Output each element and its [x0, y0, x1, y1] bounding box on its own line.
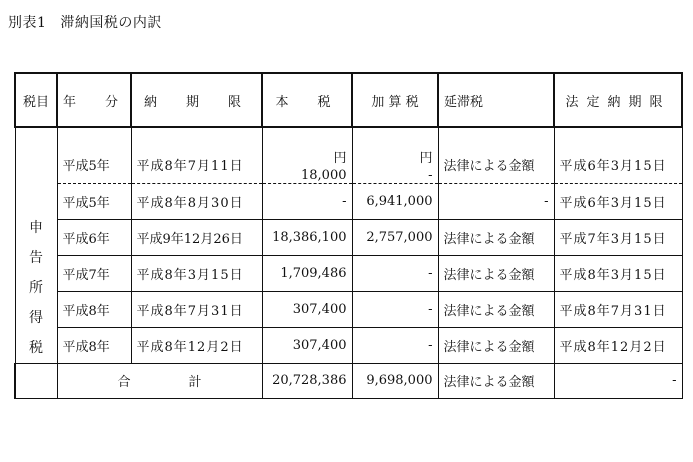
- cell-principal: 18,386,100: [262, 219, 352, 255]
- category-char: 所: [29, 279, 43, 296]
- cell-year: 平成5年: [57, 127, 131, 183]
- cell-delinquency: 法律による金額: [438, 291, 554, 327]
- document-title: [8, 12, 162, 32]
- header-delinquency-tax: 延滞税: [438, 73, 554, 127]
- cell-delinquency: -: [438, 183, 554, 219]
- cell-principal: 1,709,486: [262, 255, 352, 291]
- cell-delinquency: 法律による金額: [438, 327, 554, 363]
- table-row: [15, 327, 682, 363]
- cell-due-date: 平成8年7月11日: [131, 127, 262, 183]
- total-label-cell: [57, 363, 262, 398]
- total-label-b: 計: [188, 375, 202, 390]
- cell-principal: 307,400: [262, 327, 352, 363]
- category-char: 得: [29, 309, 43, 326]
- cell-additional: 6,941,000: [352, 183, 438, 219]
- cell-principal: [262, 127, 352, 183]
- cell-due-date: 平成9年12月26日: [131, 219, 262, 255]
- additional-value: -: [428, 167, 433, 183]
- header-additional-tax: 加 算 税: [352, 73, 438, 127]
- total-category-blank: [15, 363, 57, 398]
- table-caption: 滞納国税の内訳: [60, 15, 162, 31]
- header-year: 年 分: [57, 73, 131, 127]
- cell-delinquency: 法律による金額: [438, 127, 554, 183]
- cell-year: 平成8年: [57, 291, 131, 327]
- cell-year: 平成7年: [57, 255, 131, 291]
- unit-label: 円: [419, 150, 433, 166]
- total-label-a: 合: [117, 375, 131, 390]
- cell-delinquency: 法律による金額: [438, 219, 554, 255]
- header-row: [15, 73, 682, 127]
- total-principal: 20,728,386: [262, 363, 352, 398]
- table-row: [15, 219, 682, 255]
- table-row: [15, 291, 682, 327]
- header-category: 税目: [15, 73, 57, 127]
- cell-year: 平成6年: [57, 219, 131, 255]
- cell-principal: 307,400: [262, 291, 352, 327]
- cell-legal-due: 平成6年3月15日: [554, 127, 682, 183]
- cell-additional: -: [352, 255, 438, 291]
- category-cell: [15, 127, 57, 363]
- cell-due-date: 平成8年7月31日: [131, 291, 262, 327]
- cell-delinquency: 法律による金額: [438, 255, 554, 291]
- header-legal-due-date: 法定納期限: [554, 73, 682, 127]
- table-number: 別表1: [8, 15, 47, 31]
- cell-due-date: 平成8年8月30日: [131, 183, 262, 219]
- total-additional: 9,698,000: [352, 363, 438, 398]
- cell-year: 平成8年: [57, 327, 131, 363]
- cell-due-date: 平成8年12月2日: [131, 327, 262, 363]
- total-delinquency: 法律による金額: [438, 363, 554, 398]
- cell-additional: [352, 127, 438, 183]
- cell-legal-due: 平成7年3月15日: [554, 219, 682, 255]
- unit-label: 円: [333, 150, 347, 166]
- category-char: 税: [29, 339, 43, 356]
- cell-legal-due: 平成8年12月2日: [554, 327, 682, 363]
- total-legal-due: -: [554, 363, 682, 398]
- table-row: [15, 255, 682, 291]
- table-row: [15, 127, 682, 183]
- category-char: 申: [29, 219, 43, 236]
- cell-legal-due: 平成6年3月15日: [554, 183, 682, 219]
- tax-arrears-table: [14, 72, 683, 399]
- table-row: [15, 183, 682, 219]
- category-char: 告: [29, 249, 43, 266]
- cell-additional: -: [352, 327, 438, 363]
- cell-additional: 2,757,000: [352, 219, 438, 255]
- header-due-date: 納 期 限: [131, 73, 262, 127]
- cell-additional: -: [352, 291, 438, 327]
- cell-legal-due: 平成8年7月31日: [554, 291, 682, 327]
- cell-year: 平成5年: [57, 183, 131, 219]
- header-principal-tax: 本 税: [262, 73, 352, 127]
- total-row: [15, 363, 682, 398]
- category-label: [29, 213, 43, 363]
- cell-legal-due: 平成8年3月15日: [554, 255, 682, 291]
- cell-principal: -: [262, 183, 352, 219]
- cell-due-date: 平成8年3月15日: [131, 255, 262, 291]
- principal-value: 18,000: [301, 167, 347, 183]
